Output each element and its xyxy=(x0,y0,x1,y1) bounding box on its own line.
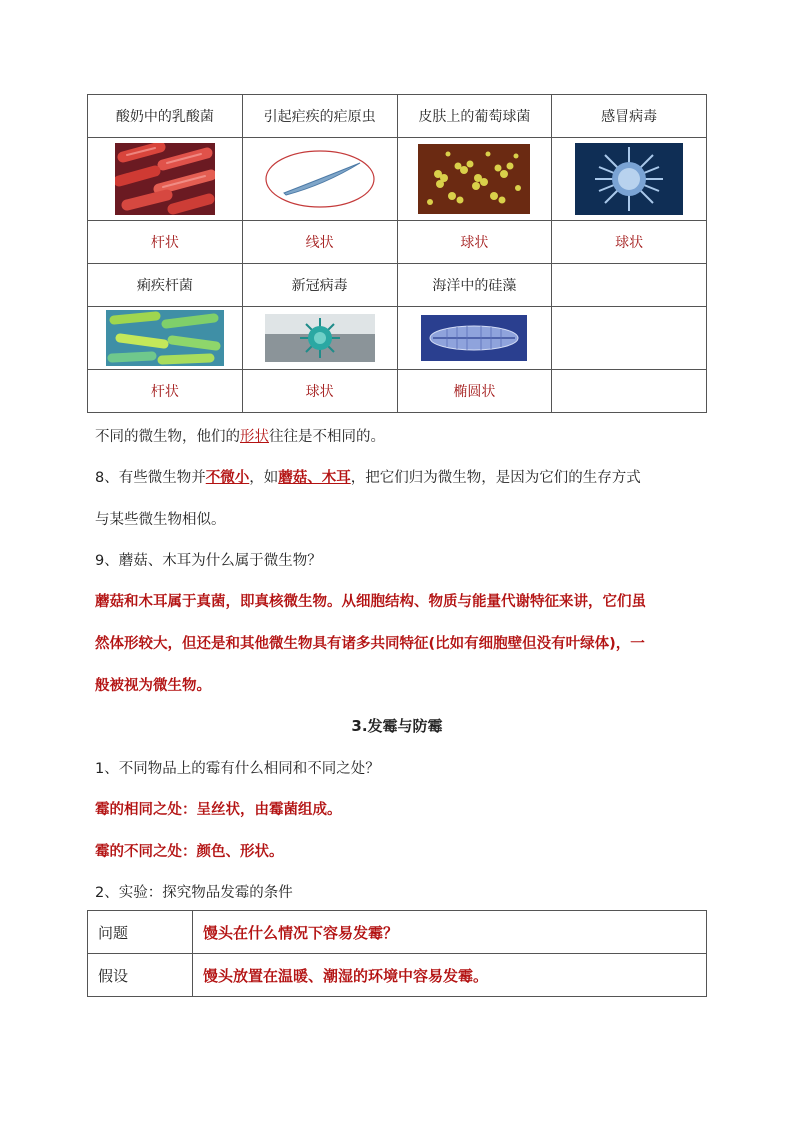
plasmodium-image xyxy=(264,149,376,209)
answer-9-line: 然体形较大，但还是和其他微生物具有诸多共同特征(比如有细胞壁但没有叶绿体)，一 xyxy=(95,636,645,652)
microbe-shape-row xyxy=(88,221,707,264)
spiked-virus-image xyxy=(575,143,683,215)
microbe-shape: 球状 xyxy=(242,370,397,413)
experiment-value: 馒头放置在温暖、潮湿的环境中容易发霉。 xyxy=(193,954,707,997)
microbe-shape xyxy=(552,370,707,413)
microbe-shape: 椭圆状 xyxy=(397,370,552,413)
microbe-name: 痢疾杆菌 xyxy=(88,264,243,307)
microbe-shape: 球状 xyxy=(552,221,707,264)
microbe-table xyxy=(87,94,707,413)
question-8-cont: 与某些微生物相似。 xyxy=(95,512,226,528)
microbe-name: 酸奶中的乳酸菌 xyxy=(88,95,243,138)
question-1: 1、不同物品上的霉有什么相同和不同之处？ xyxy=(95,761,380,777)
experiment-row xyxy=(88,911,707,954)
section-title: 3.发霉与防霉 xyxy=(351,717,443,735)
experiment-key: 假设 xyxy=(88,954,193,997)
microbe-name xyxy=(552,264,707,307)
microbe-name: 皮肤上的葡萄球菌 xyxy=(397,95,552,138)
answer-diff: 霉的不同之处：颜色、形状。 xyxy=(95,844,284,860)
microbe-name: 感冒病毒 xyxy=(552,95,707,138)
answer-blank: 蘑菇、木耳 xyxy=(278,470,351,486)
corona-virus-image xyxy=(265,314,375,362)
answer-9-line: 蘑菇和木耳属于真菌，即真核微生物。从细胞结构、物质与能量代谢特征来讲，它们虽 xyxy=(95,594,646,610)
experiment-table xyxy=(87,910,707,997)
question-8: 8、有些微生物并不微小，如蘑菇、木耳，把它们归为微生物，是因为它们的生存方式 xyxy=(95,470,641,486)
microbe-name: 新冠病毒 xyxy=(242,264,397,307)
microbe-name-row xyxy=(88,264,707,307)
question-2: 2、实验：探究物品发霉的条件 xyxy=(95,885,293,901)
microbe-shape: 球状 xyxy=(397,221,552,264)
microbe-image-row xyxy=(88,307,707,370)
shape-keyword: 形状 xyxy=(240,429,269,445)
answer-blank: 不微小 xyxy=(205,470,250,486)
microbe-name-row xyxy=(88,95,707,138)
microbe-name: 海洋中的硅藻 xyxy=(397,264,552,307)
question-9: 9、蘑菇、木耳为什么属于微生物？ xyxy=(95,553,322,569)
experiment-value: 馒头在什么情况下容易发霉？ xyxy=(193,911,707,954)
experiment-key: 问题 xyxy=(88,911,193,954)
microbe-shape: 线状 xyxy=(242,221,397,264)
answer-same: 霉的相同之处：呈丝状，由霉菌组成。 xyxy=(95,802,342,818)
answer-9-line: 般被视为微生物。 xyxy=(95,678,211,694)
microbe-shape: 杆状 xyxy=(88,221,243,264)
microbe-shape-row xyxy=(88,370,707,413)
microbe-name: 引起疟疾的疟原虫 xyxy=(242,95,397,138)
microbe-shape: 杆状 xyxy=(88,370,243,413)
diatom-image xyxy=(421,315,527,361)
rod-bacteria-blue-image xyxy=(106,310,224,366)
experiment-row xyxy=(88,954,707,997)
cocci-cluster-image xyxy=(418,144,530,214)
microbe-image-row xyxy=(88,138,707,221)
rod-bacteria-image xyxy=(115,143,215,215)
shape-note: 不同的微生物，他们的形状往往是不相同的。 xyxy=(95,429,385,445)
